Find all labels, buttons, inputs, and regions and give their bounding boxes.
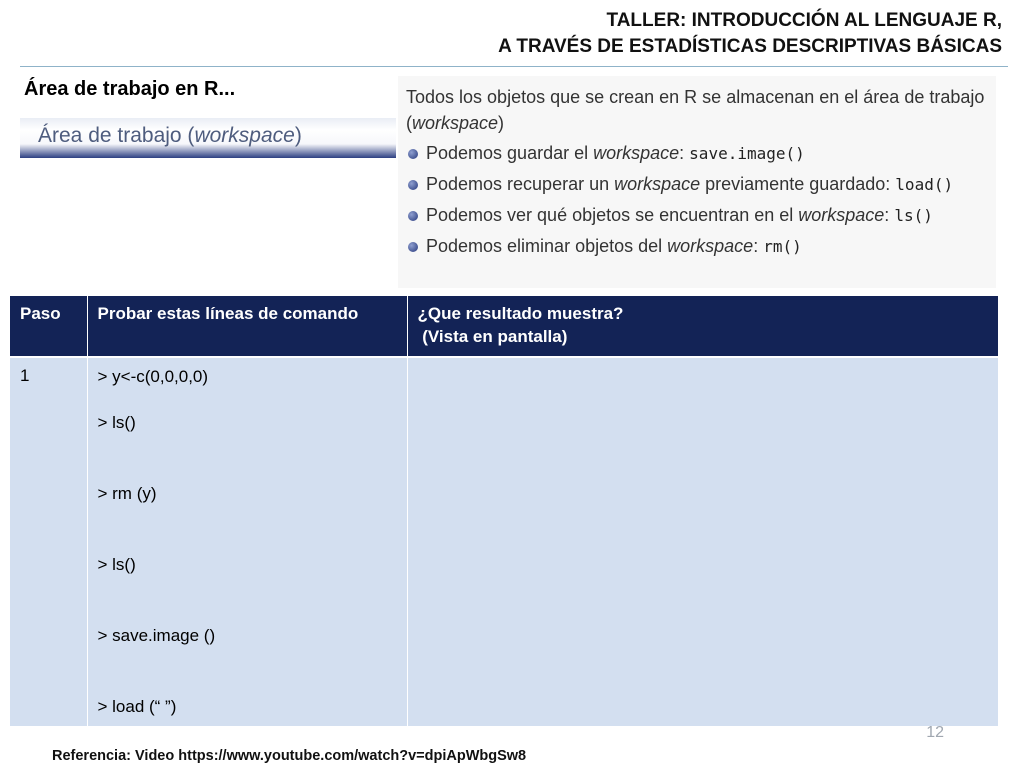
- bullet-italic: workspace: [798, 205, 885, 225]
- bullet-mid: :: [679, 143, 690, 163]
- bullet-item: [406, 140, 996, 167]
- banner-suffix: ): [294, 124, 302, 147]
- reference-text: Referencia: Video https://www.youtube.com/watch?v=dpiApWbgSw8: [52, 748, 527, 764]
- command-line: > y<-c(0,0,0,0): [97, 367, 209, 386]
- workspace-info-panel: [398, 76, 996, 288]
- bullet-item: [406, 233, 996, 260]
- bullet-italic: workspace: [667, 236, 754, 256]
- command-line: > load (“ ”): [97, 697, 177, 716]
- result-cell[interactable]: [407, 357, 998, 726]
- command-line: > rm (y): [97, 484, 157, 503]
- header-line-1: TALLER: INTRODUCCIÓN AL LENGUAJE R,: [606, 10, 1002, 31]
- bullet-prefix: Podemos eliminar objetos del: [426, 236, 668, 256]
- bullet-code: load(): [895, 175, 954, 194]
- commands-cell: [87, 357, 407, 726]
- step-number-cell: 1: [10, 357, 87, 726]
- header-line-2: A TRAVÉS DE ESTADÍSTICAS DESCRIPTIVAS BÁSICAS: [498, 36, 1002, 57]
- bullet-icon: [408, 180, 418, 190]
- bullet-code: rm(): [763, 237, 802, 256]
- bullet-icon: [408, 149, 418, 159]
- intro-suffix: ): [498, 113, 505, 133]
- panel-bullet-list: [406, 140, 996, 260]
- bullet-code: ls(): [894, 206, 933, 225]
- bullet-prefix: Podemos recuperar un: [426, 174, 615, 194]
- bullet-icon: [408, 211, 418, 221]
- bullet-italic: workspace: [614, 174, 701, 194]
- bullet-item: [406, 202, 996, 229]
- slide-header: [302, 8, 1002, 60]
- steps-table: [10, 296, 998, 726]
- header-result: [407, 296, 998, 357]
- header-step: Paso: [10, 296, 87, 357]
- table-header-row: [10, 296, 998, 357]
- command-line: > ls(): [97, 413, 136, 432]
- intro-prefix: Todos los objetos que se crean en R se almacenan en el área de trabajo (: [406, 87, 985, 133]
- panel-intro: [406, 84, 990, 136]
- bullet-mid: previamente guardado:: [700, 174, 896, 194]
- workspace-banner-image: [20, 118, 396, 158]
- table-row: [10, 357, 998, 726]
- banner-prefix: Área de trabajo (: [38, 124, 195, 147]
- bullet-prefix: Podemos guardar el: [426, 143, 594, 163]
- command-line: > ls(): [97, 555, 136, 574]
- section-title: Área de trabajo en R...: [24, 78, 236, 100]
- header-result-line2: (Vista en pantalla): [417, 327, 568, 346]
- banner-text: [38, 124, 302, 148]
- banner-italic: workspace: [194, 124, 295, 147]
- page-number: 12: [926, 724, 944, 741]
- bullet-mid: :: [753, 236, 764, 256]
- bullet-code: save.image(): [689, 144, 805, 163]
- bullet-mid: :: [884, 205, 895, 225]
- header-result-line1: ¿Que resultado muestra?: [417, 304, 624, 323]
- bullet-italic: workspace: [593, 143, 680, 163]
- bullet-icon: [408, 242, 418, 252]
- bullet-prefix: Podemos ver qué objetos se encuentran en el: [426, 205, 799, 225]
- command-line: > save.image (): [97, 626, 216, 645]
- header-commands: Probar estas líneas de comando: [87, 296, 407, 357]
- header-divider: [20, 66, 1008, 67]
- bullet-item: [406, 171, 996, 198]
- intro-italic: workspace: [412, 113, 499, 133]
